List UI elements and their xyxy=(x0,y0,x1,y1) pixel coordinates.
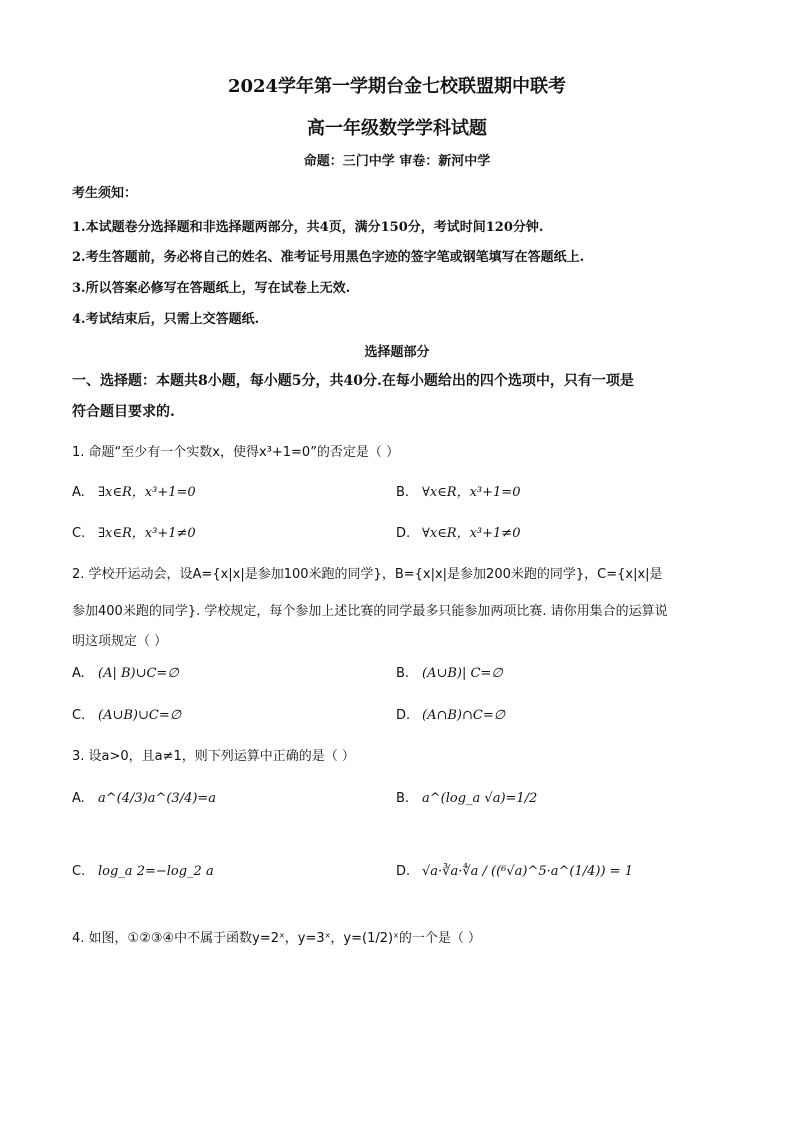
option-letter: A. xyxy=(72,666,85,681)
question-2-stem-cont: 明这项规定（ ） xyxy=(72,634,168,649)
option-text: (A| B)∪C=∅ xyxy=(98,666,179,681)
q2-option-d xyxy=(396,708,505,723)
part-heading-cont: 符合题目要求的. xyxy=(72,404,175,420)
q1-option-a xyxy=(72,481,196,500)
notice-item: 3.所以答案必修写在答题纸上，写在试卷上无效. xyxy=(72,281,351,296)
option-letter: D. xyxy=(396,526,411,541)
q3-option-d xyxy=(396,864,633,879)
q1-option-d xyxy=(396,522,520,541)
option-text: log_a 2=−log_2 a xyxy=(98,864,214,879)
q3-option-a xyxy=(72,791,216,806)
option-text: √a·∛a·∜a / ((⁶√a)^5·a^(1/4)) = 1 xyxy=(422,864,633,879)
q1-option-b xyxy=(396,481,520,500)
notice-title: 考生须知： xyxy=(72,186,138,201)
q1-option-c xyxy=(72,522,196,541)
option-letter: C. xyxy=(72,708,86,723)
option-letter: D. xyxy=(396,708,411,723)
option-text: (A∩B)∩C=∅ xyxy=(422,708,506,723)
option-letter: A. xyxy=(72,485,85,500)
option-letter: B. xyxy=(396,791,410,806)
option-text: ∃x∈R，x³+1=0 xyxy=(98,485,196,500)
exam-authors: 命题：三门中学 审卷：新河中学 xyxy=(303,154,491,169)
option-letter: B. xyxy=(396,485,410,500)
option-letter: A. xyxy=(72,791,85,806)
notice-item: 2.考生答题前，务必将自己的姓名、准考证号用黑色字迹的签字笔或钢笔填写在答题纸上. xyxy=(72,250,585,265)
q3-option-c xyxy=(72,864,214,879)
q2-option-c xyxy=(72,708,181,723)
notice-item: 4.考试结束后，只需上交答题纸. xyxy=(72,312,260,327)
question-4-stem: 4. 如图，①②③④中不属于函数y=2ˣ，y=3ˣ，y=(1/2)ˣ的一个是（ ） xyxy=(72,931,481,946)
option-letter: D. xyxy=(396,864,411,879)
option-text: ∃x∈R，x³+1≠0 xyxy=(98,526,196,541)
part-heading: 一、选择题：本题共8小题，每小题5分，共40分.在每小题给出的四个选项中，只有一项是 xyxy=(72,373,634,389)
option-letter: C. xyxy=(72,526,86,541)
q3-option-b xyxy=(396,791,537,806)
question-3-stem: 3. 设a>0，且a≠1，则下列运算中正确的是（ ） xyxy=(72,749,355,764)
option-letter: B. xyxy=(396,666,410,681)
option-text: ∀x∈R，x³+1≠0 xyxy=(422,526,521,541)
notice-item: 1.本试题卷分选择题和非选择题两部分，共4页，满分150分，考试时间120分钟. xyxy=(72,220,544,235)
section-title: 选择题部分 xyxy=(364,345,430,360)
question-2-stem: 2. 学校开运动会，设A={x|x|是参加100米跑的同学}，B={x|x|是参加200米跑的同学}，C={x|x|是 xyxy=(72,567,663,582)
question-1-stem: 1. 命题“至少有一个实数x，使得x³+1=0”的否定是（ ） xyxy=(72,445,400,460)
option-text: a^(4/3)a^(3/4)=a xyxy=(98,791,217,806)
exam-subtitle: 高一年级数学学科试题 xyxy=(307,118,487,139)
q2-option-b xyxy=(396,666,503,681)
exam-title: 2024学年第一学期台金七校联盟期中联考 xyxy=(227,76,567,97)
option-letter: C. xyxy=(72,864,86,879)
question-2-stem-cont: 参加400米跑的同学}. 学校规定，每个参加上述比赛的同学最多只能参加两项比赛. 请你用集合的运算说 xyxy=(72,604,668,619)
q2-option-a xyxy=(72,666,179,681)
option-text: a^(log_a √a)=1/2 xyxy=(422,791,538,806)
option-text: ∀x∈R，x³+1=0 xyxy=(422,485,521,500)
option-text: (A∪B)| C=∅ xyxy=(422,666,503,681)
option-text: (A∪B)∪C=∅ xyxy=(98,708,182,723)
